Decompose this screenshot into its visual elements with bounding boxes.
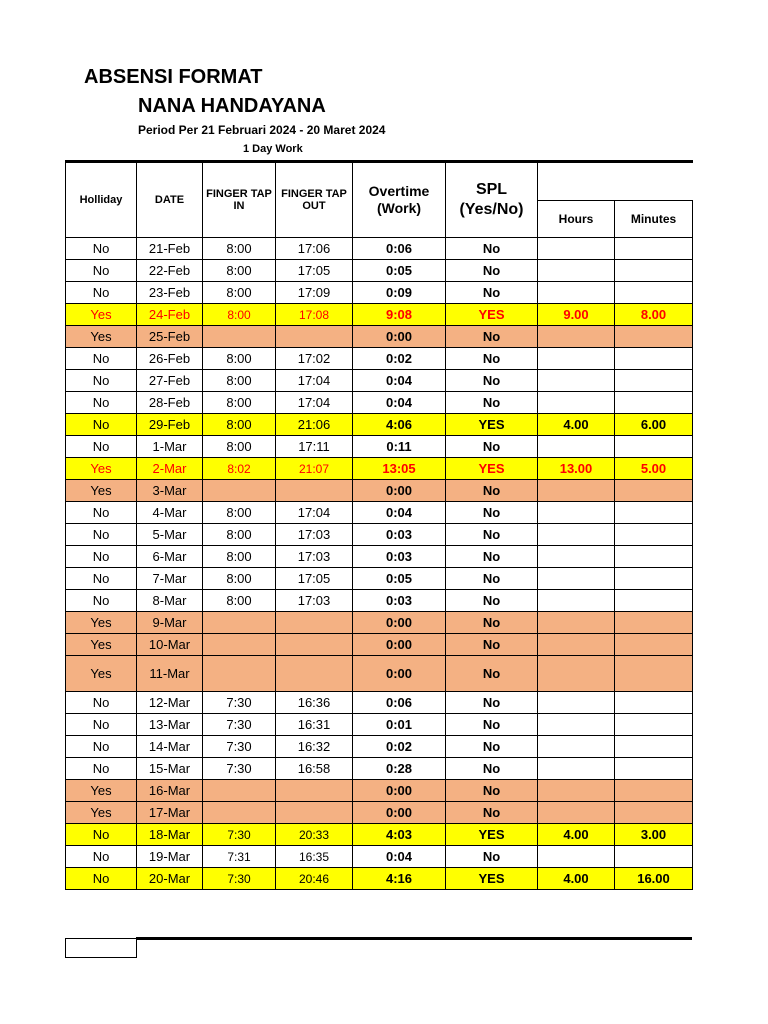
tap-out-cell: 17:02 (276, 348, 353, 370)
table-row (66, 524, 693, 546)
spl-cell: No (446, 480, 538, 502)
tap-out-cell: 17:03 (276, 590, 353, 612)
tap-out-cell: 17:03 (276, 524, 353, 546)
hours-cell (538, 802, 615, 824)
hours-cell (538, 714, 615, 736)
overtime-cell: 0:05 (353, 568, 446, 590)
minutes-cell (615, 714, 693, 736)
table-row (66, 824, 693, 846)
spl-cell: No (446, 260, 538, 282)
holliday-cell: No (66, 260, 137, 282)
overtime-cell: 0:00 (353, 612, 446, 634)
hours-cell (538, 392, 615, 414)
tap-out-cell (276, 656, 353, 692)
spl-cell: YES (446, 458, 538, 480)
overtime-cell: 0:04 (353, 370, 446, 392)
tap-in-cell: 8:00 (203, 282, 276, 304)
hours-cell (538, 634, 615, 656)
hours-cell (538, 502, 615, 524)
overtime-cell: 0:02 (353, 736, 446, 758)
date-cell: 11-Mar (137, 656, 203, 692)
overtime-cell: 4:06 (353, 414, 446, 436)
holliday-cell: No (66, 282, 137, 304)
tap-out-cell: 17:04 (276, 502, 353, 524)
tap-in-cell: 8:00 (203, 568, 276, 590)
footer-cell (65, 938, 137, 958)
overtime-cell: 4:03 (353, 824, 446, 846)
tap-in-cell: 8:00 (203, 502, 276, 524)
tap-in-cell (203, 480, 276, 502)
spl-cell: No (446, 524, 538, 546)
hours-cell (538, 846, 615, 868)
minutes-cell (615, 846, 693, 868)
spl-cell: No (446, 634, 538, 656)
spl-cell: No (446, 612, 538, 634)
holliday-cell: No (66, 692, 137, 714)
hours-cell (538, 348, 615, 370)
holliday-cell: No (66, 590, 137, 612)
holliday-cell: No (66, 736, 137, 758)
table-row (66, 612, 693, 634)
holliday-cell: Yes (66, 802, 137, 824)
overtime-cell: 0:02 (353, 348, 446, 370)
holliday-cell: Yes (66, 612, 137, 634)
tap-out-cell: 17:03 (276, 546, 353, 568)
overtime-cell: 0:03 (353, 524, 446, 546)
tap-in-cell: 8:00 (203, 590, 276, 612)
holliday-cell: No (66, 868, 137, 890)
date-cell: 13-Mar (137, 714, 203, 736)
holliday-cell: No (66, 568, 137, 590)
spl-cell: No (446, 370, 538, 392)
hours-cell: 4.00 (538, 414, 615, 436)
table-row (66, 634, 693, 656)
date-cell: 12-Mar (137, 692, 203, 714)
overtime-cell: 0:28 (353, 758, 446, 780)
holliday-cell: Yes (66, 304, 137, 326)
spl-cell: No (446, 736, 538, 758)
table-row (66, 436, 693, 458)
spl-cell: YES (446, 414, 538, 436)
table-row (66, 802, 693, 824)
tap-in-cell: 8:00 (203, 436, 276, 458)
minutes-cell (615, 370, 693, 392)
minutes-cell (615, 392, 693, 414)
table-row (66, 736, 693, 758)
overtime-cell: 0:00 (353, 802, 446, 824)
header-minutes: Minutes (615, 201, 693, 238)
tap-out-cell (276, 780, 353, 802)
tap-out-cell: 16:58 (276, 758, 353, 780)
minutes-cell (615, 348, 693, 370)
overtime-cell: 0:01 (353, 714, 446, 736)
table-row (66, 480, 693, 502)
date-cell: 25-Feb (137, 326, 203, 348)
tap-in-cell: 7:30 (203, 868, 276, 890)
spl-cell: No (446, 846, 538, 868)
tap-in-cell: 7:30 (203, 758, 276, 780)
minutes-cell (615, 590, 693, 612)
bottom-rule (136, 937, 692, 940)
spl-cell: No (446, 568, 538, 590)
overtime-cell: 0:00 (353, 480, 446, 502)
tap-in-cell: 8:00 (203, 524, 276, 546)
date-cell: 23-Feb (137, 282, 203, 304)
date-cell: 22-Feb (137, 260, 203, 282)
tap-in-cell: 8:00 (203, 304, 276, 326)
table-row (66, 846, 693, 868)
hours-cell (538, 692, 615, 714)
spl-cell: YES (446, 304, 538, 326)
spl-cell: No (446, 692, 538, 714)
spl-cell: No (446, 326, 538, 348)
spl-cell: No (446, 436, 538, 458)
holliday-cell: No (66, 846, 137, 868)
table-row (66, 260, 693, 282)
tap-in-cell: 7:30 (203, 714, 276, 736)
holliday-cell: No (66, 414, 137, 436)
date-cell: 4-Mar (137, 502, 203, 524)
minutes-cell (615, 260, 693, 282)
hours-cell: 4.00 (538, 824, 615, 846)
tap-out-cell (276, 802, 353, 824)
tap-in-cell (203, 802, 276, 824)
header-date: DATE (137, 162, 203, 238)
tap-in-cell: 8:00 (203, 392, 276, 414)
spl-cell: No (446, 780, 538, 802)
date-cell: 6-Mar (137, 546, 203, 568)
overtime-cell: 0:05 (353, 260, 446, 282)
hours-cell (538, 524, 615, 546)
overtime-cell: 4:16 (353, 868, 446, 890)
tap-out-cell (276, 326, 353, 348)
date-cell: 9-Mar (137, 612, 203, 634)
date-cell: 1-Mar (137, 436, 203, 458)
minutes-cell (615, 634, 693, 656)
hours-cell: 4.00 (538, 868, 615, 890)
tap-out-cell: 20:33 (276, 824, 353, 846)
table-row (66, 568, 693, 590)
header-holliday: Holliday (66, 162, 137, 238)
overtime-cell: 0:04 (353, 502, 446, 524)
tap-out-cell: 16:35 (276, 846, 353, 868)
header-hours: Hours (538, 201, 615, 238)
tap-in-cell: 8:02 (203, 458, 276, 480)
tap-out-cell: 20:46 (276, 868, 353, 890)
holliday-cell: No (66, 370, 137, 392)
tap-in-cell (203, 656, 276, 692)
date-cell: 5-Mar (137, 524, 203, 546)
minutes-cell (615, 802, 693, 824)
date-cell: 16-Mar (137, 780, 203, 802)
minutes-cell (615, 692, 693, 714)
table-row (66, 868, 693, 890)
overtime-cell: 0:06 (353, 692, 446, 714)
holliday-cell: No (66, 546, 137, 568)
table-row (66, 458, 693, 480)
table-row (66, 326, 693, 348)
holliday-cell: No (66, 392, 137, 414)
overtime-cell: 0:00 (353, 634, 446, 656)
table-row (66, 714, 693, 736)
spl-cell: YES (446, 868, 538, 890)
tap-in-cell: 8:00 (203, 238, 276, 260)
minutes-cell (615, 524, 693, 546)
header-empty (538, 162, 693, 201)
holliday-cell: No (66, 436, 137, 458)
overtime-cell: 13:05 (353, 458, 446, 480)
spl-cell: No (446, 238, 538, 260)
hours-cell: 9.00 (538, 304, 615, 326)
hours-cell (538, 436, 615, 458)
hours-cell (538, 568, 615, 590)
tap-out-cell: 17:08 (276, 304, 353, 326)
spl-cell: No (446, 502, 538, 524)
tap-in-cell: 7:30 (203, 736, 276, 758)
tap-in-cell: 8:00 (203, 414, 276, 436)
hours-cell (538, 260, 615, 282)
tap-in-cell: 7:31 (203, 846, 276, 868)
holliday-cell: No (66, 348, 137, 370)
minutes-cell (615, 758, 693, 780)
overtime-cell: 9:08 (353, 304, 446, 326)
minutes-cell (615, 546, 693, 568)
minutes-cell (615, 612, 693, 634)
holliday-cell: No (66, 524, 137, 546)
date-cell: 18-Mar (137, 824, 203, 846)
overtime-cell: 0:00 (353, 780, 446, 802)
table-row (66, 238, 693, 260)
table-row (66, 502, 693, 524)
header-spl: SPL (Yes/No) (446, 162, 538, 238)
tap-out-cell (276, 480, 353, 502)
minutes-cell: 3.00 (615, 824, 693, 846)
hours-cell (538, 370, 615, 392)
holliday-cell: Yes (66, 656, 137, 692)
date-cell: 20-Mar (137, 868, 203, 890)
minutes-cell (615, 780, 693, 802)
minutes-cell (615, 282, 693, 304)
tap-in-cell (203, 634, 276, 656)
table-row (66, 546, 693, 568)
table-row (66, 780, 693, 802)
spl-cell: No (446, 758, 538, 780)
date-cell: 17-Mar (137, 802, 203, 824)
tap-out-cell: 17:11 (276, 436, 353, 458)
day-work-label: 1 Day Work (243, 143, 303, 155)
hours-cell (538, 546, 615, 568)
tap-in-cell: 7:30 (203, 692, 276, 714)
tap-out-cell: 17:09 (276, 282, 353, 304)
minutes-cell (615, 568, 693, 590)
table-row (66, 282, 693, 304)
header-row (66, 162, 693, 201)
holliday-cell: Yes (66, 326, 137, 348)
overtime-cell: 0:03 (353, 590, 446, 612)
date-cell: 26-Feb (137, 348, 203, 370)
spl-cell: No (446, 392, 538, 414)
hours-cell (538, 758, 615, 780)
hours-cell (538, 612, 615, 634)
minutes-cell: 16.00 (615, 868, 693, 890)
table-row (66, 414, 693, 436)
date-cell: 8-Mar (137, 590, 203, 612)
minutes-cell: 8.00 (615, 304, 693, 326)
header-tap-in: FINGER TAP IN (203, 162, 276, 238)
minutes-cell: 6.00 (615, 414, 693, 436)
hours-cell (538, 736, 615, 758)
date-cell: 19-Mar (137, 846, 203, 868)
hours-cell (538, 480, 615, 502)
overtime-cell: 0:00 (353, 326, 446, 348)
hours-cell (538, 780, 615, 802)
spl-cell: No (446, 282, 538, 304)
tap-out-cell: 17:05 (276, 568, 353, 590)
table-row (66, 304, 693, 326)
table-row (66, 348, 693, 370)
table-row (66, 656, 693, 692)
document-title: ABSENSI FORMAT (84, 66, 263, 88)
spl-cell: No (446, 714, 538, 736)
tap-out-cell: 16:32 (276, 736, 353, 758)
table-row (66, 370, 693, 392)
tap-out-cell: 17:04 (276, 392, 353, 414)
table-row (66, 590, 693, 612)
holliday-cell: Yes (66, 458, 137, 480)
date-cell: 24-Feb (137, 304, 203, 326)
tap-in-cell: 7:30 (203, 824, 276, 846)
table-row (66, 392, 693, 414)
date-cell: 28-Feb (137, 392, 203, 414)
hours-cell (538, 656, 615, 692)
header-tap-out: FINGER TAP OUT (276, 162, 353, 238)
tap-out-cell: 17:05 (276, 260, 353, 282)
overtime-cell: 0:09 (353, 282, 446, 304)
header-overtime: Overtime (Work) (353, 162, 446, 238)
tap-in-cell (203, 326, 276, 348)
spl-cell: No (446, 348, 538, 370)
tap-out-cell: 17:06 (276, 238, 353, 260)
overtime-cell: 0:11 (353, 436, 446, 458)
minutes-cell (615, 326, 693, 348)
holliday-cell: No (66, 238, 137, 260)
tap-out-cell: 16:36 (276, 692, 353, 714)
tap-in-cell: 8:00 (203, 370, 276, 392)
holliday-cell: No (66, 502, 137, 524)
table-row (66, 758, 693, 780)
spl-cell: YES (446, 824, 538, 846)
overtime-cell: 0:04 (353, 846, 446, 868)
period-label: Period Per 21 Februari 2024 - 20 Maret 2024 (138, 123, 386, 137)
overtime-cell: 0:06 (353, 238, 446, 260)
tap-in-cell (203, 780, 276, 802)
date-cell: 2-Mar (137, 458, 203, 480)
tap-out-cell: 17:04 (276, 370, 353, 392)
tap-in-cell: 8:00 (203, 546, 276, 568)
hours-cell (538, 238, 615, 260)
spl-cell: No (446, 656, 538, 692)
tap-out-cell: 16:31 (276, 714, 353, 736)
minutes-cell (615, 502, 693, 524)
spl-cell: No (446, 590, 538, 612)
holliday-cell: Yes (66, 480, 137, 502)
minutes-cell (615, 480, 693, 502)
tap-out-cell (276, 612, 353, 634)
holliday-cell: Yes (66, 780, 137, 802)
holliday-cell: No (66, 714, 137, 736)
tap-out-cell: 21:06 (276, 414, 353, 436)
date-cell: 27-Feb (137, 370, 203, 392)
spl-cell: No (446, 546, 538, 568)
minutes-cell (615, 656, 693, 692)
date-cell: 3-Mar (137, 480, 203, 502)
minutes-cell (615, 736, 693, 758)
holliday-cell: No (66, 824, 137, 846)
date-cell: 21-Feb (137, 238, 203, 260)
date-cell: 29-Feb (137, 414, 203, 436)
hours-cell: 13.00 (538, 458, 615, 480)
holliday-cell: No (66, 758, 137, 780)
overtime-cell: 0:00 (353, 656, 446, 692)
tap-in-cell (203, 612, 276, 634)
overtime-cell: 0:04 (353, 392, 446, 414)
date-cell: 10-Mar (137, 634, 203, 656)
tap-out-cell (276, 634, 353, 656)
overtime-cell: 0:03 (353, 546, 446, 568)
hours-cell (538, 590, 615, 612)
minutes-cell (615, 436, 693, 458)
minutes-cell (615, 238, 693, 260)
minutes-cell: 5.00 (615, 458, 693, 480)
date-cell: 7-Mar (137, 568, 203, 590)
tap-in-cell: 8:00 (203, 348, 276, 370)
holliday-cell: Yes (66, 634, 137, 656)
table-row (66, 692, 693, 714)
hours-cell (538, 326, 615, 348)
employee-name: NANA HANDAYANA (138, 95, 326, 117)
spl-cell: No (446, 802, 538, 824)
tap-in-cell: 8:00 (203, 260, 276, 282)
tap-out-cell: 21:07 (276, 458, 353, 480)
date-cell: 14-Mar (137, 736, 203, 758)
hours-cell (538, 282, 615, 304)
date-cell: 15-Mar (137, 758, 203, 780)
attendance-table (65, 160, 693, 890)
